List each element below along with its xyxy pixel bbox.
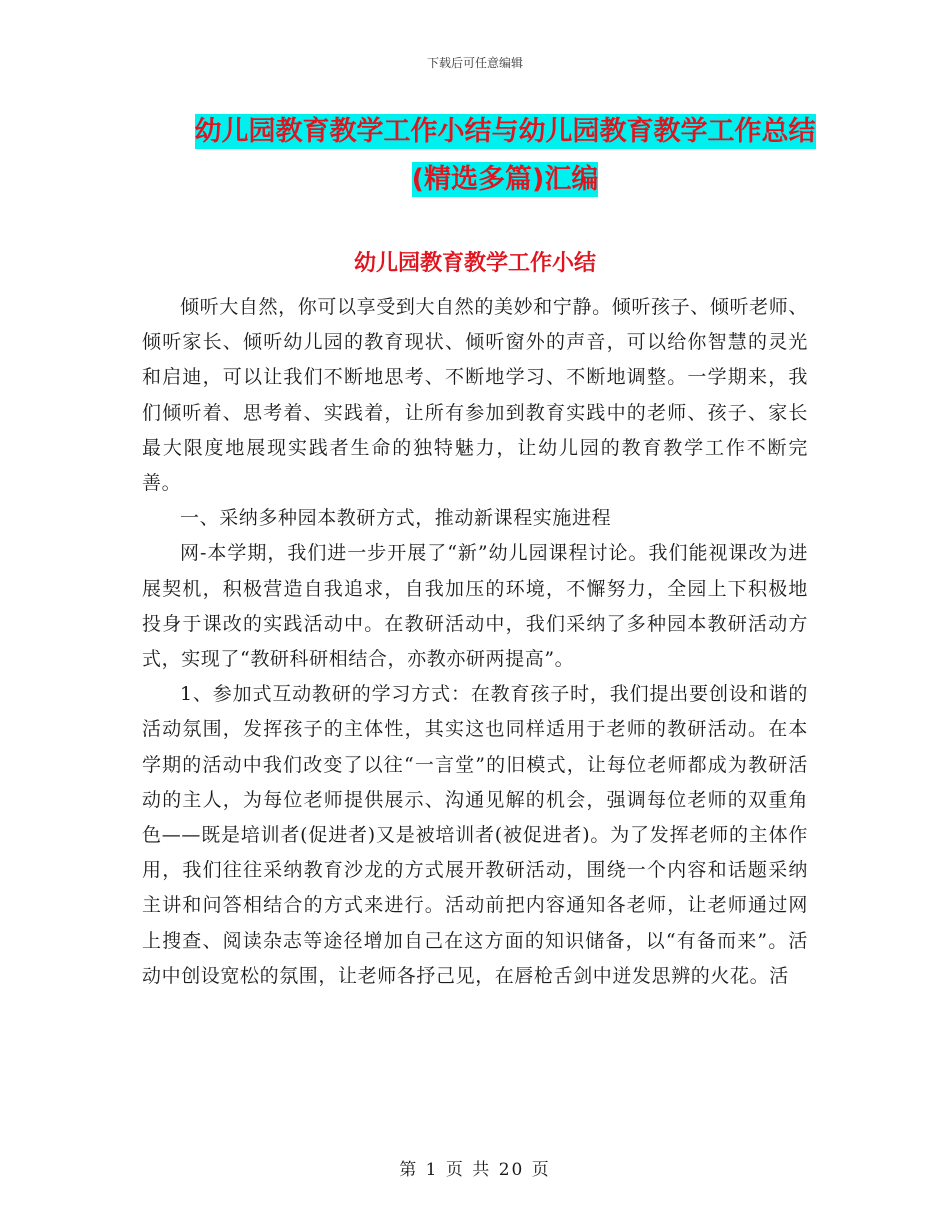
document-title [150, 108, 860, 204]
paragraph-participatory: 1、参加式互动教研的学习方式：在教育孩子时，我们提出要创设和谐的活动氛围，发挥孩子的主体性，其实这也同样适用于老师的教研活动。在本学期的活动中我们改变了以往“一言堂”的旧模式，让每位老师都成为教研活动的主人，为每位老师提供展示、沟通见解的机会，强调每位老师的双重角色——既是培训者(促进者)又是被培训者(被促进者)。为了发挥老师的主体作用，我们往往采纳教育沙龙的方式展开教研活动，围绕一个内容和话题采纳主讲和问答相结合的方式来进行。活动前把内容通知各老师，让老师通过网上搜查、阅读杂志等途径增加自己在这方面的知识储备，以“有备而来”。活动中创设宽松的氛围，让老师各抒己见，在唇枪舌剑中迸发思辨的火花。活 [142, 683, 808, 987]
page-number: 第 1 页 共 20 页 [399, 1160, 551, 1180]
paragraph-curriculum: 网-本学期，我们进一步开展了“新”幼儿园课程讨论。我们能视课改为进展契机，积极营造自我追求，自我加压的环境，不懈努力，全园上下积极地投身于课改的实践活动中。在教研活动中，我们采纳了多种园本教研活动方式，实现了“教研科研相结合，亦教亦研两提高”。 [142, 542, 808, 671]
paragraph-subheading-1: 一、采纳多种园本教研方式，推动新课程实施进程 [180, 507, 612, 530]
title-line-2: (精选多篇)汇编 [411, 164, 599, 195]
body-text [142, 290, 808, 994]
header-note: 下载后可任意编辑 [426, 56, 523, 70]
title-line-1: 幼儿园教育教学工作小结与幼儿园教育教学工作总结 [194, 116, 816, 147]
paragraph-intro: 倾听大自然，你可以享受到大自然的美妙和宁静。倾听孩子、倾听老师、倾听家长、倾听幼儿园的教育现状、倾听窗外的声音，可以给你智慧的灵光和启迪，可以让我们不断地思考、不断地学习、不断地调整。一学期来，我们倾听着、思考着、实践着，让所有参加到教育实践中的老师、孩子、家长最大限度地展现实践者生命的独特魅力，让幼儿园的教育教学工作不断完善。 [142, 296, 808, 495]
section-heading: 幼儿园教育教学工作小结 [353, 251, 596, 276]
